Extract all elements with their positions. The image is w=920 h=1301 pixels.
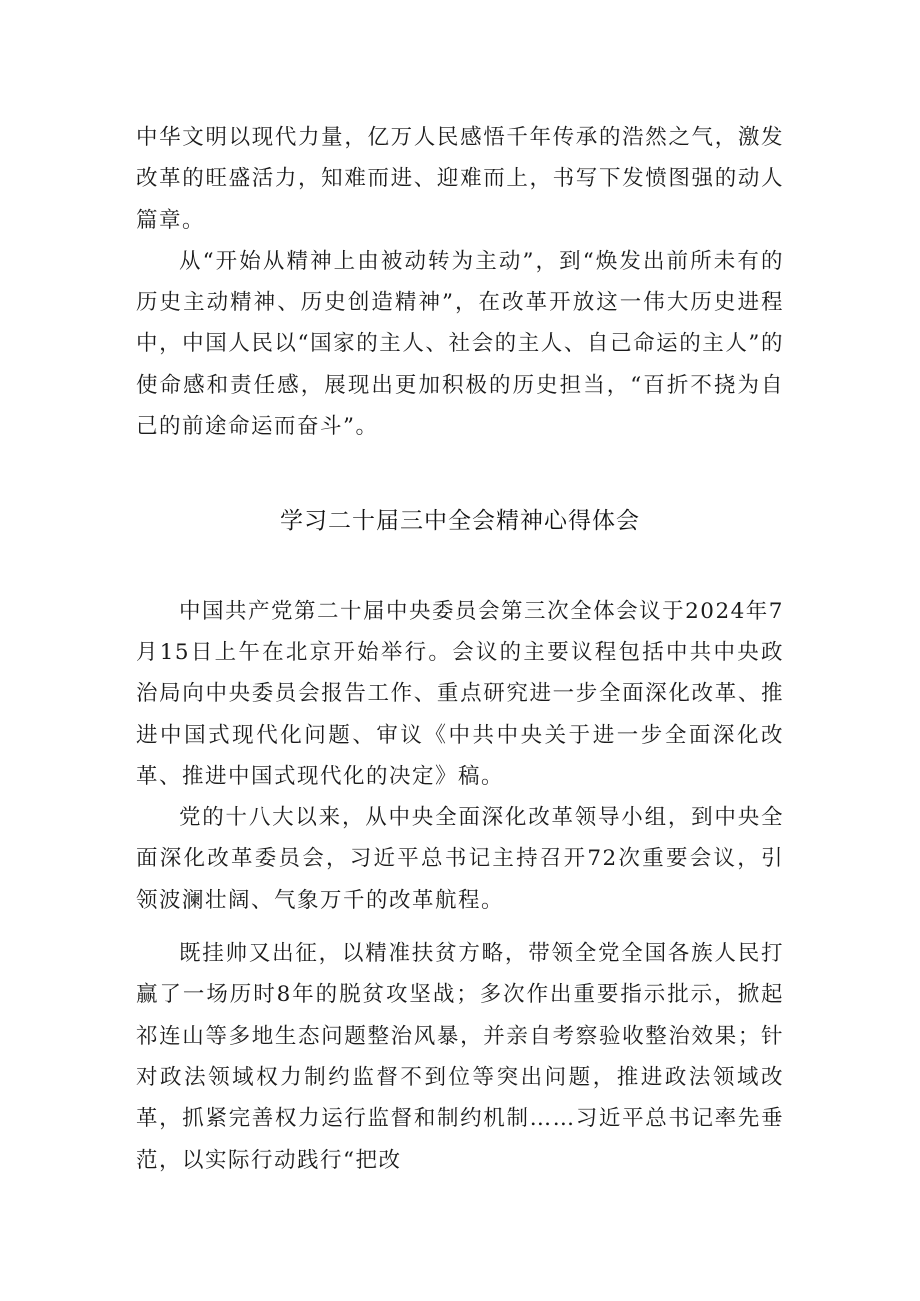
spacer <box>136 447 784 501</box>
paragraph-historical-initiative: 从“开始从精神上由被动转为主动”，到“焕发出前所未有的历史主动精神、历史创造精神”，在改革开放这一伟大历史进程中，中国人民以“国家的主人、社会的主人、自己命运的主人”的使命感和责任感，展现出更加积极的历史担当，“百折不挠为自己的前途命运而奋斗”。 <box>136 248 784 440</box>
paragraph-continuation: 中华文明以现代力量，亿万人民感悟千年传承的浩然之气，激发改革的旺盛活力，知难而进、迎难而上，书写下发愤图强的动人篇章。 <box>136 125 784 233</box>
section-title: 学习二十届三中全会精神心得体会 <box>280 508 640 535</box>
spacer <box>136 543 784 591</box>
paragraph-plenary-session: 中国共产党第二十届中央委员会第三次全体会议于2024年7月15日上午在北京开始举行。会议的主要议程包括中共中央政治局向中央委员会报告工作、重点研究进一步全面深化改革、推进中国式现代化问题、审议《中共中央关于进一步全面深化改革、推进中国式现代化的决定》稿。 <box>136 598 784 789</box>
paragraph-reform-meetings: 党的十八大以来，从中央全面深化改革领导小组，到中央全面深化改革委员会，习近平总书记主持召开72次重要会议，引领波澜壮阔、气象万千的改革航程。 <box>136 805 784 913</box>
paragraph-poverty-alleviation: 既挂帅又出征，以精准扶贫方略，带领全党全国各族人民打赢了一场历时8年的脱贫攻坚战；多次作出重要指示批示，掀起祁连山等多地生态问题整治风暴，并亲自考察验收整治效果；针对政法领域权力制约监督不到位等突出问题，推进政法领域改革，抓紧完善权力运行监督和制约机制……习近平总书记率先垂范，以实际行动践行“把改 <box>136 941 784 1173</box>
spacer <box>136 921 784 933</box>
document-body <box>136 117 784 1181</box>
